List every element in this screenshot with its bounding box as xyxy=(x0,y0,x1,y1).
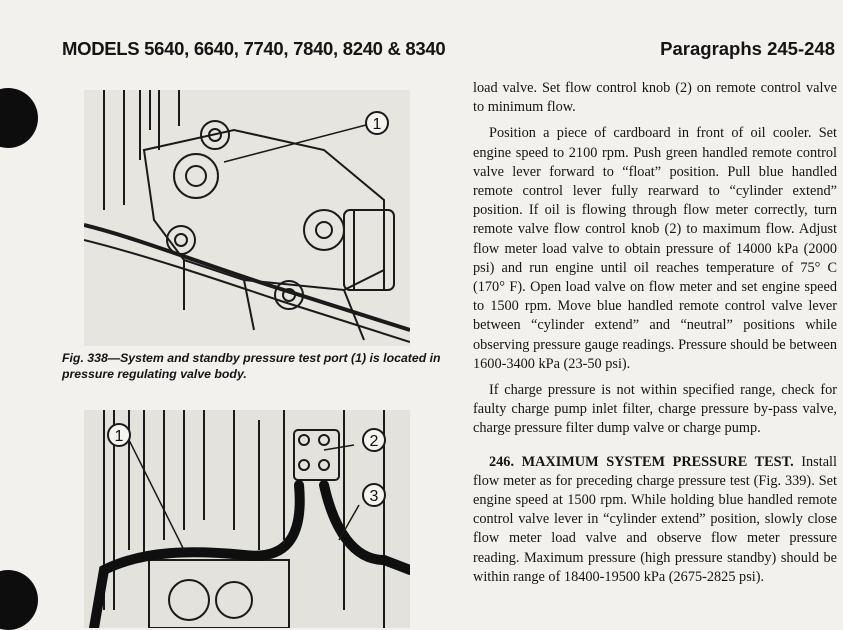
figure-338-callout-1: 1 xyxy=(372,116,382,133)
figure-338-photo xyxy=(84,90,410,346)
figure-338-caption: Fig. 338—System and standby pressure test port (1) is located in pressure regulating valve body. xyxy=(62,351,441,381)
figure-339-callout-2: 2 xyxy=(369,433,379,450)
body-text-column xyxy=(473,79,837,594)
page-header-models: MODELS 5640, 6640, 7740, 7840, 8240 & 8340 xyxy=(62,38,446,59)
paragraph-max-system-pressure-text: Install flow meter as for preceding charge pressure test (Fig. 339). Set engine speed at 1500 rpm. While holding blue handled remote control valve lever in “cylinder extend” position, slowly close flow meter load valve and observe flow meter pressure reading. Maximum pressure (high pressure standby) should be within range of 18400-19500 kPa (2675-2825 psi). xyxy=(473,453,838,585)
section-heading-246: 246. MAXIMUM SYSTEM PRESSURE TEST. xyxy=(489,453,794,470)
figure-339-callout-3: 3 xyxy=(369,488,379,505)
figure-339-callout-1: 1 xyxy=(114,428,124,445)
paragraph-charge-pressure-procedure: Position a piece of cardboard in front of oil cooler. Set engine speed to 2100 rpm. Push green handled remote control valve lever forward to “float” position. Pull blue handled remote control lever fully rearward to “cylinder extend” position. If oil is flowing through flow meter correctly, turn remote valve flow control knob (2) to maximum flow. Adjust flow meter load valve to obtain pressure of 14000 kPa (2000 psi) and run engine until oil reaches temperature of 75° C (170° F). Open load valve on flow meter and set engine speed to 1500 rpm. Move blue handled remote control valve lever between “cylinder extend” and “neutral” positions while observing pressure gauge readings. Pressure should be between 1600-3400 kPa (23-50 psi). xyxy=(473,125,837,372)
page-header-paragraphs: Paragraphs 245-248 xyxy=(660,38,835,59)
paragraph-charge-pressure-troubleshoot: If charge pressure is not within specified range, check for faulty charge pump inlet filter, charge pressure by-pass valve, charge pressure filter dump valve or charge pump. xyxy=(473,382,837,437)
binder-hole-top xyxy=(0,88,38,148)
binder-hole-bottom xyxy=(0,570,38,630)
paragraph-continued: load valve. Set flow control knob (2) on remote control valve to minimum flow. xyxy=(473,80,837,116)
paragraph-max-system-pressure xyxy=(473,453,837,587)
figure-339-photo xyxy=(84,410,410,628)
